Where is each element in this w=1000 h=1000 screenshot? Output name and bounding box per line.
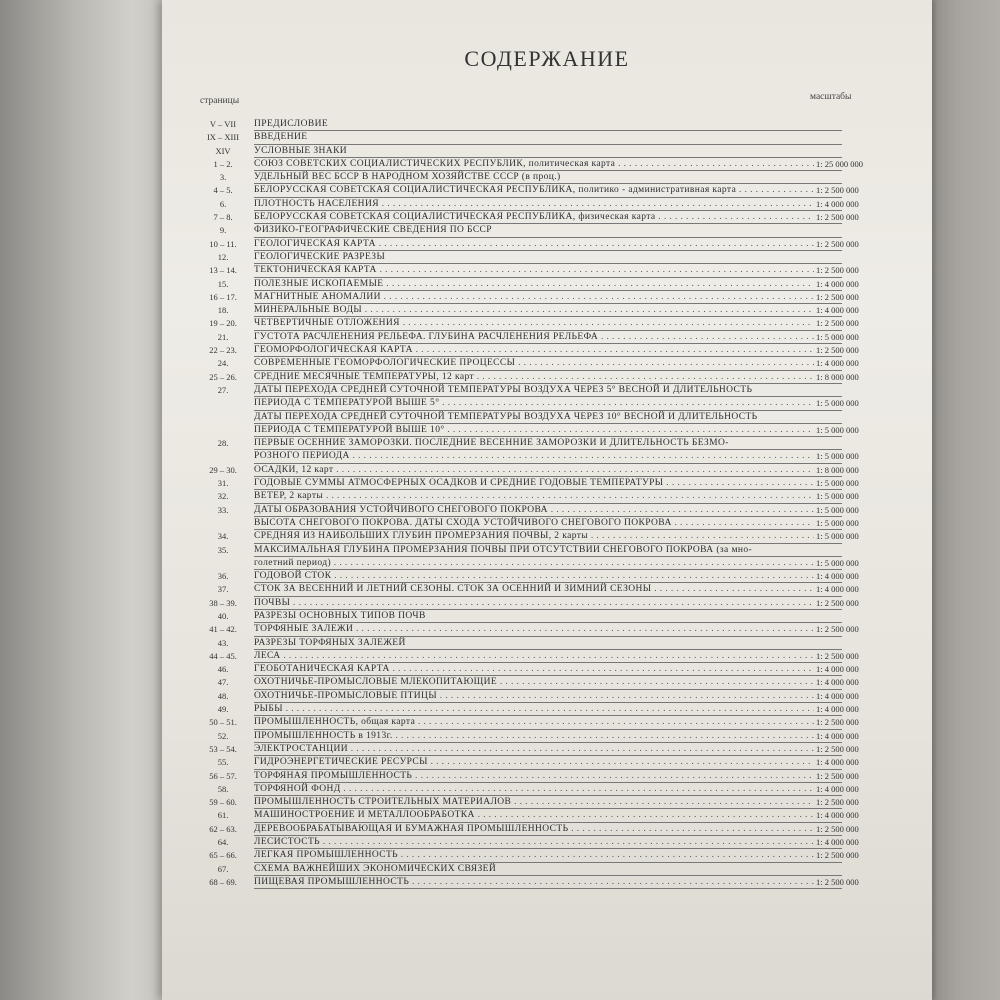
toc-page-number: V – VII <box>209 119 237 129</box>
toc-entry-title: МАКСИМАЛЬНАЯ ГЛУБИНА ПРОМЕРЗАНИЯ ПОЧВЫ ПРИ ОТСУТСТВИИ СНЕГОВОГО ПОКРОВА (за мно- <box>254 544 753 555</box>
toc-scale: 1: 2 500 000 <box>816 797 859 808</box>
toc-page-number: 15. <box>217 278 229 289</box>
toc-entry <box>162 397 932 410</box>
toc-entry <box>162 291 932 304</box>
toc-page-number: 12. <box>217 251 229 262</box>
toc-page-number: 64. <box>217 837 229 848</box>
toc-entry <box>162 703 932 716</box>
toc-entry <box>162 278 932 291</box>
toc-entry-title: ТОРФЯНАЯ ПРОМЫШЛЕННОСТЬ . . . <box>254 770 814 783</box>
toc-entry-title: УСЛОВНЫЕ ЗНАКИ <box>254 145 348 156</box>
toc-scale: 1: 4 000 000 <box>816 358 859 369</box>
toc-page-number: 50 – 51. <box>209 717 237 728</box>
toc-entry <box>162 251 932 264</box>
toc-entry-title: БЕЛОРУССКАЯ СОВЕТСКАЯ СОЦИАЛИСТИЧЕСКАЯ РЕСПУБЛИКА, политико - административная карта . . . <box>254 184 814 197</box>
toc-page-number: 62 – 63. <box>209 823 237 834</box>
toc-entry <box>162 770 932 783</box>
toc-page-number: 49. <box>217 704 229 715</box>
toc-scale: 1: 5 000 000 <box>816 478 859 489</box>
toc-scale: 1: 5 000 000 <box>816 424 859 435</box>
toc-page-number: 65 – 66. <box>209 850 237 861</box>
toc-scale: 1: 4 000 000 <box>816 730 859 741</box>
toc-entry <box>162 184 932 197</box>
toc-page-number: 9. <box>219 225 227 236</box>
toc-entry-title: СХЕМА ВАЖНЕЙШИХ ЭКОНОМИЧЕСКИХ СВЯЗЕЙ <box>254 863 497 874</box>
toc-scale: 1: 5 000 000 <box>816 531 859 542</box>
toc-page-number: 6. <box>219 198 227 209</box>
toc-entry <box>162 464 932 477</box>
toc-scale: 1: 5 000 000 <box>816 398 859 409</box>
toc-page-number: 53 – 54. <box>209 743 237 754</box>
toc-entry-title: РЫБЫ . . . <box>254 703 814 716</box>
toc-entry-title: ГИДРОЭНЕРГЕТИЧЕСКИЕ РЕСУРСЫ . . . <box>254 756 814 769</box>
toc-page-number: 38 – 39. <box>209 597 237 608</box>
toc-scale: 1: 2 500 000 <box>816 238 859 249</box>
toc-entry <box>162 597 932 610</box>
toc-page-number: 68 – 69. <box>209 876 237 887</box>
toc-page-number: 16 – 17. <box>209 291 237 302</box>
toc-page-number: IX – XIII <box>206 132 240 143</box>
toc-page-number: 44 – 45. <box>209 650 237 661</box>
toc-scale: 1: 5 000 000 <box>816 504 859 515</box>
toc-entry <box>162 730 932 743</box>
pages-column-header: страницы <box>200 96 240 106</box>
toc-entry <box>162 849 932 862</box>
toc-entry-title: ФИЗИКО-ГЕОГРАФИЧЕСКИЕ СВЕДЕНИЯ ПО БССР <box>254 225 492 236</box>
toc-entry <box>162 304 932 317</box>
toc-page-number: 43. <box>217 637 229 648</box>
toc-entry-title: МИНЕРАЛЬНЫЕ ВОДЫ . . . <box>254 304 814 317</box>
toc-entry <box>162 637 932 650</box>
toc-page-number: 27. <box>217 384 229 395</box>
toc-scale: 1: 2 500 000 <box>816 212 859 223</box>
toc-entry-title: МАШИНОСТРОЕНИЕ И МЕТАЛЛООБРАБОТКА . . . <box>254 809 814 822</box>
toc-entry <box>162 809 932 822</box>
toc-entry-title: ЭЛЕКТРОСТАНЦИИ . . . <box>254 743 814 756</box>
toc-scale: 1: 4 000 000 <box>816 584 859 595</box>
toc-entry <box>162 238 932 251</box>
toc-entry <box>162 663 932 676</box>
toc-page-number: 10 – 11. <box>209 238 237 249</box>
toc-page-number: 19 – 20. <box>209 318 237 329</box>
toc-entry <box>162 317 932 330</box>
toc-scale: 1: 2 500 000 <box>816 185 859 196</box>
toc-entry <box>162 863 932 876</box>
toc-entry-title: РАЗРЕЗЫ ОСНОВНЫХ ТИПОВ ПОЧВ <box>254 610 426 621</box>
toc-scale: 1: 4 000 000 <box>816 837 859 848</box>
toc-entry <box>162 477 932 490</box>
toc-page-number: 4 – 5. <box>213 185 233 196</box>
toc-entry-title: ТОРФЯНОЙ ФОНД . . . <box>254 783 814 796</box>
toc-entry-title: ПРОМЫШЛЕННОСТЬ СТРОИТЕЛЬНЫХ МАТЕРИАЛОВ . . . <box>254 796 814 809</box>
toc-entry-title: СРЕДНИЕ МЕСЯЧНЫЕ ТЕМПЕРАТУРЫ, 12 карт . . . <box>254 371 814 384</box>
toc-page-number: 1 – 2. <box>213 158 233 169</box>
toc-page-number: 24. <box>217 358 229 369</box>
toc-page-number: 46. <box>217 664 229 675</box>
toc-entry <box>162 384 932 397</box>
toc-scale: 1: 4 000 000 <box>816 664 859 675</box>
toc-page-number: 31. <box>217 478 229 489</box>
toc-entry <box>162 583 932 596</box>
toc-page-number: 61. <box>217 810 229 821</box>
toc-entry-title: ДЕРЕВООБРАБАТЫВАЮЩАЯ И БУМАЖНАЯ ПРОМЫШЛЕННОСТЬ . . . <box>254 823 814 836</box>
toc-entry-title: голетний период) . . . <box>254 557 814 570</box>
toc-page-number: 56 – 57. <box>209 770 237 781</box>
toc-entry-title: ДАТЫ ПЕРЕХОДА СРЕДНЕЙ СУТОЧНОЙ ТЕМПЕРАТУРЫ ВОЗДУХА ЧЕРЕЗ 5° ВЕСНОЙ И ДЛИТЕЛЬНОСТЬ <box>254 384 753 395</box>
toc-entry-title: ЛЕСИСТОСТЬ . . . <box>254 836 814 849</box>
toc-scale: 1: 2 500 000 <box>816 345 859 356</box>
toc-entry-title: ГЕОБОТАНИЧЕСКАЯ КАРТА . . . <box>254 663 814 676</box>
toc-entry <box>162 544 932 557</box>
toc-entry <box>162 517 932 530</box>
toc-page-number: 28. <box>217 438 229 449</box>
toc-page-number: 41 – 42. <box>209 624 237 635</box>
toc-entry <box>162 357 932 370</box>
toc-page-number: 67. <box>217 863 229 874</box>
toc-entry <box>162 490 932 503</box>
toc-entry <box>162 823 932 836</box>
toc-scale: 1: 5 000 000 <box>816 557 859 568</box>
toc-page-number: 37. <box>217 584 229 595</box>
toc-entry <box>162 796 932 809</box>
toc-scale: 1: 2 500 000 <box>816 770 859 781</box>
toc-entry <box>162 118 932 131</box>
toc-entry <box>162 224 932 237</box>
toc-entry-title: ПОЛЕЗНЫЕ ИСКОПАЕМЫЕ . . . <box>254 278 814 291</box>
toc-page-number: 3. <box>219 172 227 183</box>
toc-scale: 1: 4 000 000 <box>816 757 859 768</box>
toc-entry <box>162 610 932 623</box>
toc-scale: 1: 4 000 000 <box>816 810 859 821</box>
toc-entry <box>162 211 932 224</box>
toc-scale: 1: 4 000 000 <box>816 690 859 701</box>
toc-entry <box>162 557 932 570</box>
toc-entry <box>162 756 932 769</box>
toc-page-number: 25 – 26. <box>209 371 237 382</box>
toc-scale: 1: 2 500 000 <box>816 743 859 754</box>
toc-page-number: 58. <box>217 783 229 794</box>
toc-entry-title: СОЮЗ СОВЕТСКИХ СОЦИАЛИСТИЧЕСКИХ РЕСПУБЛИК, политическая карта . . . <box>254 158 814 171</box>
toc-entry-title: ГЕОЛОГИЧЕСКАЯ КАРТА . . . <box>254 238 814 251</box>
toc-entry <box>162 371 932 384</box>
toc-entry <box>162 530 932 543</box>
toc-entry-title: ГЕОЛОГИЧЕСКИЕ РАЗРЕЗЫ <box>254 251 386 262</box>
toc-scale: 1: 2 500 000 <box>816 597 859 608</box>
toc-entry-title: ПЕРИОДА С ТЕМПЕРАТУРОЙ ВЫШЕ 5° . . . <box>254 397 814 410</box>
toc-entry-title: РОЗНОГО ПЕРИОДА . . . <box>254 450 814 463</box>
toc-page-number: 36. <box>217 571 229 582</box>
toc-entry-title: ПЛОТНОСТЬ НАСЕЛЕНИЯ . . . <box>254 198 814 211</box>
toc-scale: 1: 4 000 000 <box>816 783 859 794</box>
toc-scale: 1: 4 000 000 <box>816 198 859 209</box>
toc-entry-title: ТОРФЯНЫЕ ЗАЛЕЖИ . . . <box>254 623 814 636</box>
toc-entry-title: БЕЛОРУССКАЯ СОВЕТСКАЯ СОЦИАЛИСТИЧЕСКАЯ РЕСПУБЛИКА, физическая карта . . . <box>254 211 814 224</box>
toc-entry <box>162 450 932 463</box>
toc-entry-title: ПЕРВЫЕ ОСЕННИЕ ЗАМОРОЗКИ. ПОСЛЕДНИЕ ВЕСЕННИЕ ЗАМОРОЗКИ И ДЛИТЕЛЬНОСТЬ БЕЗМО- <box>254 438 729 449</box>
toc-entry <box>162 171 932 184</box>
toc-scale: 1: 4 000 000 <box>816 305 859 316</box>
toc-entry <box>162 876 932 889</box>
toc-entry-title: ДАТЫ ПЕРЕХОДА СРЕДНЕЙ СУТОЧНОЙ ТЕМПЕРАТУРЫ ВОЗДУХА ЧЕРЕЗ 10° ВЕСНОЙ И ДЛИТЕЛЬНОСТЬ <box>254 411 758 422</box>
toc-entry-title: ПЕРИОДА С ТЕМПЕРАТУРОЙ ВЫШЕ 10° . . . <box>254 424 814 437</box>
toc-entry-title: ПИЩЕВАЯ ПРОМЫШЛЕННОСТЬ . . . <box>254 876 814 889</box>
toc-row-rule <box>254 888 842 889</box>
toc-entry-title: ЛЕСА . . . <box>254 650 814 663</box>
toc-entry <box>162 504 932 517</box>
toc-entry-title: ЧЕТВЕРТИЧНЫЕ ОТЛОЖЕНИЯ . . . <box>254 317 814 330</box>
toc-page-number: 52. <box>217 730 229 741</box>
toc-page-number: 21. <box>217 331 229 342</box>
toc-scale: 1: 5 000 000 <box>816 491 859 502</box>
toc-entry-title: ВЫСОТА СНЕГОВОГО ПОКРОВА. ДАТЫ СХОДА УСТОЙЧИВОГО СНЕГОВОГО ПОКРОВА . . . <box>254 517 814 530</box>
toc-page-number: 35. <box>217 544 229 555</box>
toc-page-number: 33. <box>217 504 229 515</box>
toc-entry-title: СОВРЕМЕННЫЕ ГЕОМОРФОЛОГИЧЕСКИЕ ПРОЦЕССЫ . . . <box>254 357 814 370</box>
toc-entry <box>162 716 932 729</box>
toc-page-number: 47. <box>217 677 229 688</box>
toc-entry <box>162 158 932 171</box>
toc-entry-title: СТОК ЗА ВЕСЕННИЙ И ЛЕТНИЙ СЕЗОНЫ. СТОК ЗА ОСЕННИЙ И ЗИМНИЙ СЕЗОНЫ . . . <box>254 583 814 596</box>
toc-entry-title: ТЕКТОНИЧЕСКАЯ КАРТА . . . <box>254 264 814 277</box>
toc-entry-title: ВЕТЕР, 2 карты . . . <box>254 490 814 503</box>
toc-scale: 1: 2 500 000 <box>816 717 859 728</box>
toc-scale: 1: 2 500 000 <box>816 850 859 861</box>
table-surface <box>930 0 1000 1000</box>
toc-entry <box>162 264 932 277</box>
toc-scale: 1: 4 000 000 <box>816 571 859 582</box>
toc-scale: 1: 8 000 000 <box>816 371 859 382</box>
toc-scale: 1: 2 500 000 <box>816 624 859 635</box>
toc-scale: 1: 2 500 000 <box>816 265 859 276</box>
toc-scale: 1: 5 000 000 <box>816 517 859 528</box>
toc-entry <box>162 690 932 703</box>
toc-entry-title: ГУСТОТА РАСЧЛЕНЕНИЯ РЕЛЬЕФА. ГЛУБИНА РАСЧЛЕНЕНИЯ РЕЛЬЕФА . . . <box>254 331 814 344</box>
toc-page-number: 7 – 8. <box>213 212 233 223</box>
toc-page-number: 34. <box>217 531 229 542</box>
toc-entry <box>162 437 932 450</box>
book-spine <box>0 0 165 1000</box>
toc-scale: 1: 2 500 000 <box>816 876 859 887</box>
toc-page-number: 22 – 23. <box>209 345 237 356</box>
toc-entry <box>162 570 932 583</box>
toc-entry <box>162 344 932 357</box>
toc-entry <box>162 424 932 437</box>
toc-entry-title: ПОЧВЫ . . . <box>254 597 814 610</box>
toc-entry-title: РАЗРЕЗЫ ТОРФЯНЫХ ЗАЛЕЖЕЙ <box>254 637 406 648</box>
toc-scale: 1: 2 500 000 <box>816 650 859 661</box>
toc-page-number: XIV <box>215 145 231 156</box>
toc-scale: 1: 8 000 000 <box>816 464 859 475</box>
toc-entry <box>162 331 932 344</box>
toc-entry-title: ДАТЫ ОБРАЗОВАНИЯ УСТОЙЧИВОГО СНЕГОВОГО ПОКРОВА . . . <box>254 504 814 517</box>
toc-entry-title: ГЕОМОРФОЛОГИЧЕСКАЯ КАРТА . . . <box>254 344 814 357</box>
toc-page-number: 55. <box>217 757 229 768</box>
toc-entry <box>162 743 932 756</box>
toc-entry-title: ЛЕГКАЯ ПРОМЫШЛЕННОСТЬ . . . <box>254 849 814 862</box>
toc-scale: 1: 2 500 000 <box>816 823 859 834</box>
toc-page-number: 13 – 14. <box>209 265 237 276</box>
toc-scale: 1: 2 500 000 <box>816 318 859 329</box>
toc-entry <box>162 650 932 663</box>
toc-entry-title: СРЕДНЯЯ ИЗ НАИБОЛЬШИХ ГЛУБИН ПРОМЕРЗАНИЯ ПОЧВЫ, 2 карты . . . <box>254 530 814 543</box>
toc-entry-title: УДЕЛЬНЫЙ ВЕС БССР В НАРОДНОМ ХОЗЯЙСТВЕ СССР (в проц.) <box>254 172 561 183</box>
toc-scale: 1: 2 500 000 <box>816 291 859 302</box>
toc-entry-title: ГОДОВЫЕ СУММЫ АТМОСФЕРНЫХ ОСАДКОВ И СРЕДНИЕ ГОДОВЫЕ ТЕМПЕРАТУРЫ . . . <box>254 477 814 490</box>
toc-entry-title: ОХОТНИЧЬЕ-ПРОМЫСЛОВЫЕ МЛЕКОПИТАЮЩИЕ . . . <box>254 676 814 689</box>
toc-entry-title: ВВЕДЕНИЕ <box>254 132 308 143</box>
toc-scale: 1: 4 000 000 <box>816 704 859 715</box>
toc-entry <box>162 198 932 211</box>
toc-scale: 1: 4 000 000 <box>816 278 859 289</box>
toc-entry-title: ПРОМЫШЛЕННОСТЬ в 1913г. . . . <box>254 730 814 743</box>
table-of-contents <box>162 118 932 889</box>
toc-scale: 1: 5 000 000 <box>816 331 859 342</box>
toc-entry-title: ПРОМЫШЛЕННОСТЬ, общая карта . . . <box>254 716 814 729</box>
toc-entry <box>162 411 932 424</box>
toc-entry-title: ПРЕДИСЛОВИЕ <box>254 119 329 129</box>
scales-column-header: масштабы <box>810 92 852 102</box>
toc-page-number: 18. <box>217 305 229 316</box>
toc-scale: 1: 4 000 000 <box>816 677 859 688</box>
toc-entry <box>162 145 932 158</box>
toc-entry-title: МАГНИТНЫЕ АНОМАЛИИ . . . <box>254 291 814 304</box>
toc-page-number: 40. <box>217 610 229 621</box>
toc-scale: 1: 5 000 000 <box>816 451 859 462</box>
toc-page-number: 29 – 30. <box>209 464 237 475</box>
toc-entry <box>162 623 932 636</box>
toc-page-number: 48. <box>217 690 229 701</box>
toc-entry-title: ГОДОВОЙ СТОК . . . <box>254 570 814 583</box>
toc-page-number: 59 – 60. <box>209 797 237 808</box>
toc-entry <box>162 836 932 849</box>
toc-page-number: 32. <box>217 491 229 502</box>
toc-scale: 1: 25 000 000 <box>816 158 863 169</box>
toc-entry-title: ОХОТНИЧЬЕ-ПРОМЫСЛОВЫЕ ПТИЦЫ . . . <box>254 690 814 703</box>
toc-entry <box>162 783 932 796</box>
book-page <box>162 0 932 1000</box>
page-title: СОДЕРЖАНИЕ <box>464 46 630 71</box>
toc-entry <box>162 676 932 689</box>
toc-entry-title: ОСАДКИ, 12 карт . . . <box>254 464 814 477</box>
toc-entry <box>162 131 932 144</box>
